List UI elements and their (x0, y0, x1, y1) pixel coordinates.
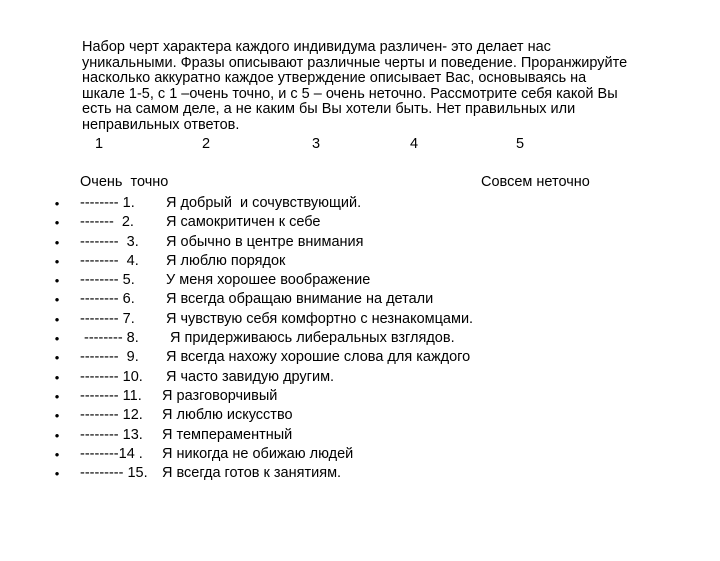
list-item (52, 445, 354, 464)
item-statement: Я придерживаюсь либеральных взглядов. (166, 330, 455, 347)
instructions-paragraph (82, 40, 694, 134)
item-number: -------- 13. (80, 426, 143, 443)
list-item (52, 310, 474, 329)
item-number: -------- 8. (80, 330, 139, 347)
bullet-icon: • (54, 331, 60, 347)
list-item (52, 348, 471, 367)
rating-scale (0, 136, 720, 154)
item-number: -------- 10. (80, 368, 143, 385)
item-number: ------- 2. (80, 214, 134, 231)
item-number: --------- 15. (80, 465, 148, 482)
scale-endpoints (0, 174, 720, 192)
item-statement: Я добрый и сочувствующий. (166, 195, 362, 211)
item-number: -------- 11. (80, 387, 142, 404)
scale-high-label: Совсем неточно (481, 174, 590, 190)
instructions-line: насколько аккуратно каждое утверждение описывает Вас, основываясь на (82, 70, 587, 87)
item-number: -------- 6. (80, 291, 135, 308)
instructions-line: есть на самом деле, а не каким бы Вы хотели быть. Нет правильных или (82, 101, 576, 118)
bullet-icon: • (54, 292, 60, 308)
list-item (52, 329, 455, 348)
item-number: -------- 9. (80, 349, 139, 366)
item-number: -------- 7. (80, 310, 135, 327)
list-item (52, 368, 335, 387)
bullet-icon: • (54, 408, 60, 424)
statement-list (52, 194, 474, 483)
scale-value-3: 3 (312, 136, 321, 152)
list-item (52, 194, 362, 213)
item-statement: Я самокритичен к себе (166, 214, 321, 231)
bullet-icon: • (54, 350, 60, 366)
item-statement: У меня хорошее воображение (166, 272, 371, 289)
item-statement: Я обычно в центре внимания (166, 233, 364, 250)
item-statement: Я никогда не обижаю людей (162, 445, 354, 462)
bullet-icon: • (54, 311, 60, 327)
list-item (52, 271, 371, 290)
scale-value-1: 1 (95, 136, 104, 152)
item-statement: Я всегда обращаю внимание на детали (166, 291, 434, 308)
item-statement: Я всегда готов к занятиям. (162, 465, 342, 482)
item-statement: Я чувствую себя комфортно с незнакомцами. (166, 310, 474, 327)
item-statement: Я люблю искусство (162, 407, 293, 424)
item-statement: Я часто завидую другим. (166, 368, 335, 385)
bullet-icon: • (54, 196, 60, 211)
instructions-line: Набор черт характера каждого индивидума различен- это делает нас (82, 39, 551, 55)
item-number: -------- 12. (80, 407, 143, 424)
list-item (52, 387, 278, 406)
bullet-icon: • (54, 466, 60, 482)
list-item (52, 406, 293, 425)
scale-value-4: 4 (410, 136, 419, 152)
bullet-icon: • (54, 253, 60, 269)
scale-low-label: Очень точно (80, 174, 169, 190)
scale-value-2: 2 (202, 136, 211, 152)
item-statement: Я разговорчивый (162, 387, 278, 404)
bullet-icon: • (54, 446, 60, 462)
bullet-icon: • (54, 273, 60, 289)
item-number: -------- 3. (80, 233, 139, 250)
list-item (52, 233, 364, 252)
item-number: --------14 . (80, 445, 143, 462)
list-item (52, 213, 321, 232)
instructions-line: уникальными. Фразы описывают различные черты и поведение. Проранжируйте (82, 54, 628, 71)
scale-value-5: 5 (516, 136, 525, 152)
item-statement: Я темпераментный (162, 426, 293, 443)
list-item (52, 426, 293, 445)
bullet-icon: • (54, 215, 60, 231)
bullet-icon: • (54, 234, 60, 250)
bullet-icon: • (54, 427, 60, 443)
instructions-line: неправильных ответов. (82, 116, 240, 133)
list-item (52, 252, 286, 271)
item-number: -------- 1. (80, 195, 135, 211)
item-number: -------- 4. (80, 252, 139, 269)
item-number: -------- 5. (80, 272, 135, 289)
item-statement: Я люблю порядок (166, 252, 286, 269)
instructions-line: шкале 1-5, с 1 –очень точно, и с 5 – очень неточно. Рассмотрите себя какой Вы (82, 85, 618, 102)
bullet-icon: • (54, 388, 60, 404)
list-item (52, 464, 342, 483)
list-item (52, 290, 434, 309)
item-statement: Я всегда нахожу хорошие слова для каждого (166, 349, 471, 366)
bullet-icon: • (54, 369, 60, 385)
